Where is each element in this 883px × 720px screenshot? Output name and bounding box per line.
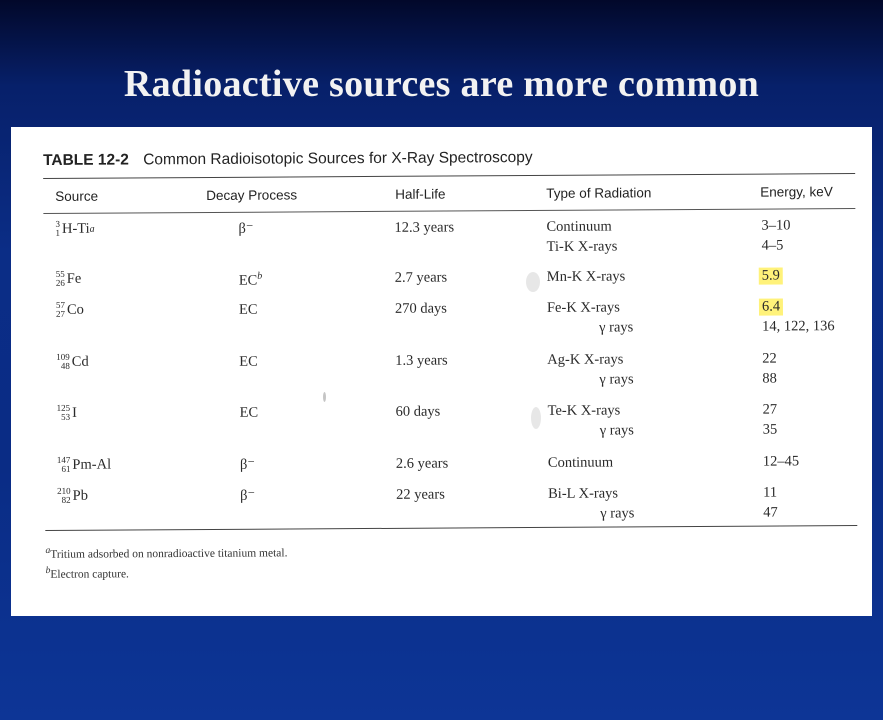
energy-cell: 88 bbox=[762, 370, 777, 387]
element-symbol: Pm-Al bbox=[72, 456, 112, 473]
scanned-table-image bbox=[11, 127, 872, 616]
radiation-cell: Ag-K X-rays bbox=[547, 351, 624, 368]
radiation-cell: γ rays bbox=[600, 505, 635, 522]
mass-number: 210 bbox=[57, 485, 71, 496]
source-cell bbox=[57, 487, 88, 505]
radiation-cell: γ rays bbox=[599, 319, 634, 336]
energy-cell: 14, 122, 136 bbox=[762, 318, 835, 335]
element-symbol: H-Ti bbox=[61, 220, 90, 237]
source-cell bbox=[56, 270, 82, 288]
radiation-cell: γ rays bbox=[599, 422, 634, 439]
isotope-numbers bbox=[57, 456, 71, 474]
half-life-cell: 1.3 years bbox=[395, 352, 448, 369]
table-label: TABLE 12-2 bbox=[43, 151, 129, 169]
half-life-cell: 270 days bbox=[394, 300, 447, 317]
footnote-b: $^b$Electron capture. bbox=[45, 564, 129, 581]
radiation-cell: Bi-L X-rays bbox=[548, 485, 619, 502]
source-cell bbox=[57, 456, 111, 474]
half-life-cell: 22 years bbox=[396, 486, 445, 503]
element-symbol: I bbox=[72, 404, 77, 421]
table-caption-text: Common Radioisotopic Sources for X-Ray Spectroscopy bbox=[143, 149, 533, 169]
half-life-cell: 2.7 years bbox=[394, 269, 448, 286]
isotope-numbers bbox=[55, 220, 60, 238]
source-cell bbox=[55, 220, 94, 238]
decay-cell: β⁻ bbox=[240, 487, 256, 504]
radiation-cell: Te-K X-rays bbox=[547, 402, 621, 419]
isotope-numbers bbox=[56, 353, 70, 371]
radiation-cell: Mn-K X-rays bbox=[546, 268, 626, 285]
energy-cell: 4–5 bbox=[761, 237, 784, 254]
energy-cell: 11 bbox=[763, 484, 778, 501]
decay-cell: EC bbox=[238, 301, 258, 318]
radiation-cell: γ rays bbox=[599, 371, 634, 388]
source-cell bbox=[56, 301, 84, 319]
radiation-cell: Fe-K X-rays bbox=[546, 299, 620, 316]
isotope-numbers bbox=[56, 270, 65, 288]
source-cell bbox=[56, 353, 89, 371]
element-symbol: Fe bbox=[66, 270, 82, 287]
energy-cell: 27 bbox=[762, 401, 778, 418]
element-symbol: Pb bbox=[72, 487, 88, 504]
footnote-a: $^a$Tritium adsorbed on nonradioactive titanium metal. bbox=[45, 544, 288, 561]
atomic-number: 53 bbox=[61, 411, 71, 422]
source-cell bbox=[57, 404, 77, 422]
atomic-number: 27 bbox=[55, 308, 66, 319]
header-type-of-radiation: Type of Radiation bbox=[546, 185, 652, 201]
atomic-number: 1 bbox=[55, 227, 61, 238]
energy-cell: 3–10 bbox=[761, 217, 791, 234]
mass-number: 109 bbox=[56, 351, 70, 362]
header-decay-process: Decay Process bbox=[206, 187, 298, 204]
energy-cell: 47 bbox=[763, 504, 778, 521]
decay-cell: EC bbox=[239, 404, 259, 421]
isotope-numbers bbox=[56, 301, 65, 319]
footnote-mark: b bbox=[257, 270, 263, 282]
radiation-cell: Continuum bbox=[546, 218, 612, 235]
element-symbol: Cd bbox=[71, 353, 89, 370]
atomic-number: 82 bbox=[61, 494, 71, 505]
header-source: Source bbox=[55, 188, 99, 204]
slide-title: Radioactive sources are more common bbox=[123, 63, 760, 105]
element-symbol: Co bbox=[66, 301, 84, 318]
atomic-number: 48 bbox=[60, 360, 70, 371]
table-footnotes bbox=[45, 538, 857, 583]
decay-cell: $EC^b$ bbox=[238, 270, 263, 289]
decay-cell: β⁻ bbox=[239, 456, 255, 473]
energy-cell: 22 bbox=[762, 350, 777, 367]
energy-cell: 12–45 bbox=[762, 453, 800, 470]
energy-cell: 35 bbox=[762, 421, 778, 438]
mass-number: 147 bbox=[56, 454, 71, 465]
isotope-numbers bbox=[57, 487, 71, 505]
footnote-mark: a bbox=[89, 223, 95, 235]
energy-cell: 5.9 bbox=[759, 267, 783, 284]
atomic-number: 26 bbox=[55, 277, 65, 288]
decay-cell: EC bbox=[239, 353, 258, 370]
mass-number: 57 bbox=[55, 299, 65, 310]
header-energy: Energy, keV bbox=[760, 184, 833, 200]
mass-number: 3 bbox=[55, 218, 60, 229]
half-life-cell: 60 days bbox=[395, 403, 441, 420]
decay-cell: β⁻ bbox=[238, 220, 254, 237]
radiation-cell: Ti-K X-rays bbox=[546, 238, 618, 255]
table-body bbox=[43, 209, 857, 530]
table-header-row bbox=[43, 174, 855, 213]
half-life-cell: 2.6 years bbox=[395, 455, 449, 472]
energy-cell: 6.4 bbox=[759, 298, 783, 315]
half-life-cell: 12.3 years bbox=[394, 219, 455, 236]
header-half-life: Half-Life bbox=[395, 186, 446, 202]
mass-number: 125 bbox=[56, 402, 71, 413]
mass-number: 55 bbox=[55, 268, 65, 279]
radiation-cell: Continuum bbox=[547, 454, 614, 471]
isotope-numbers bbox=[57, 404, 71, 422]
atomic-number: 61 bbox=[61, 463, 71, 474]
